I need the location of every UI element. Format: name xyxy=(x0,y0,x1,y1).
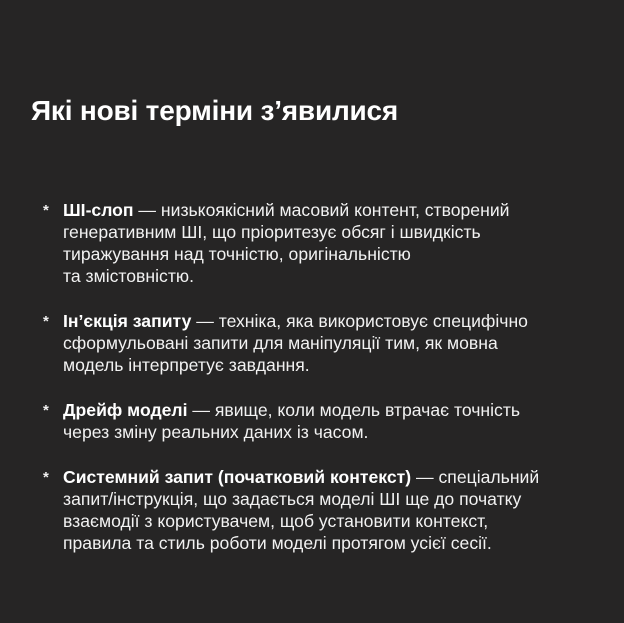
term-line xyxy=(63,466,603,488)
term-definition-start: — техніка, яка використовує специфічно xyxy=(191,311,528,331)
bullet-asterisk: * xyxy=(43,402,49,419)
term-line: тиражування над точністю, оригінальністю xyxy=(63,244,411,264)
term-name: ШІ-слоп xyxy=(63,200,134,220)
term-line: через зміну реальних даних із часом. xyxy=(63,422,369,442)
term-line: генеративним ШІ, що пріоритезує обсяг і швидкість xyxy=(63,222,481,242)
terms-list xyxy=(43,199,603,554)
list-item-system-prompt xyxy=(43,466,603,554)
bullet-asterisk: * xyxy=(43,313,49,330)
term-definition-start: — явище, коли модель втрачає точність xyxy=(187,400,521,420)
bullet-asterisk: * xyxy=(43,202,49,219)
term-line: сформульовані запити для маніпуляції тим, як мовна xyxy=(63,333,498,353)
term-line: модель інтерпретує завдання. xyxy=(63,355,310,375)
list-item-ai-slop xyxy=(43,199,603,287)
term-name: Системний запит (початковий контекст) xyxy=(63,467,412,487)
term-line: та змістовністю. xyxy=(63,266,194,286)
term-definition-start: — спеціальний xyxy=(411,467,540,487)
list-item-prompt-injection xyxy=(43,310,603,376)
term-line: правила та стиль роботи моделі протягом усієї сесії. xyxy=(63,533,492,553)
bullet-asterisk: * xyxy=(43,469,49,486)
term-line xyxy=(63,399,603,421)
term-line: запит/інструкція, що задається моделі ШІ ще до початку xyxy=(63,489,522,509)
term-line xyxy=(63,199,603,221)
term-line: взаємодії з користувачем, щоб установити контекст, xyxy=(63,511,489,531)
term-definition-start: — низькоякісний масовий контент, створений xyxy=(133,200,510,220)
term-line xyxy=(63,310,603,332)
term-name: Ін’єкція запиту xyxy=(63,311,192,331)
page-title: Які нові терміни з’явилися xyxy=(31,95,399,126)
term-name: Дрейф моделі xyxy=(63,400,188,420)
list-item-model-drift xyxy=(43,399,603,443)
